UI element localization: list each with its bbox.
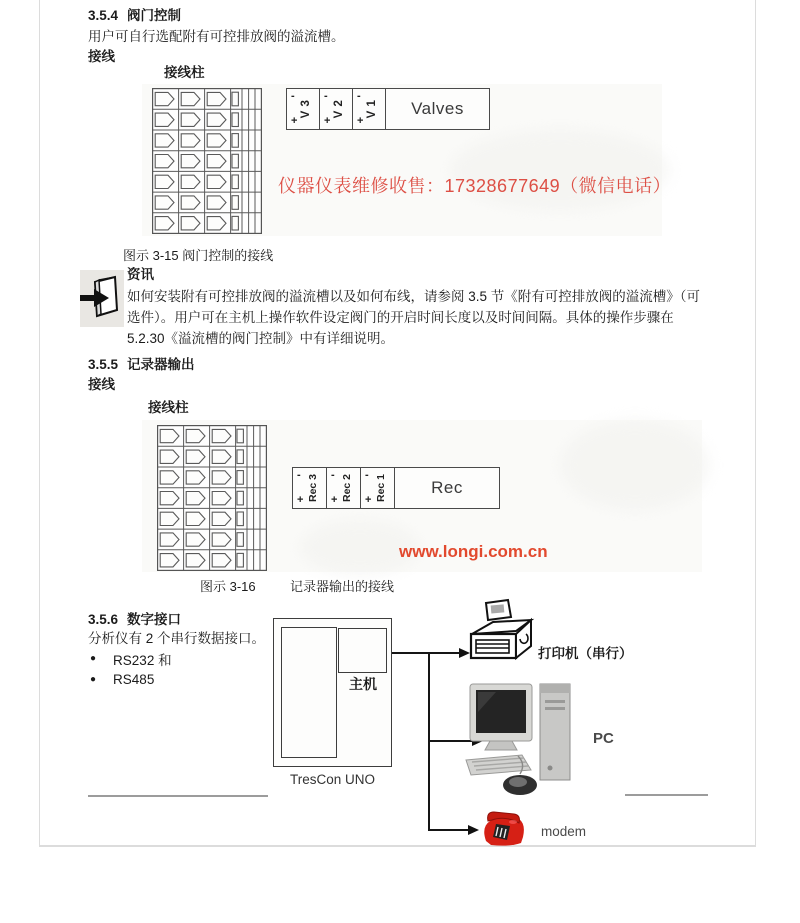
page-bottom-border	[39, 845, 756, 847]
trescon-inner-panel	[281, 627, 337, 758]
printer-icon	[460, 597, 540, 667]
arrow-to-modem	[468, 825, 479, 835]
section-356-title: 数字接口	[127, 612, 182, 627]
connector-line-printer	[392, 652, 460, 654]
info-note-body: 如何安装附有可控排放阀的溢流槽以及如何布线，请参阅 3.5 节《附有可控排放阀的溢流槽》（可选件）。用户可在主机上操作软件设定阀门的开启时间长度以及时间间隔。具体的操作步骤在 5.2.30《溢流槽的阀门控制》中有详细说明。	[127, 289, 701, 346]
recorder-connector-box	[292, 467, 500, 509]
bullet-rs232-label: RS232 和	[113, 653, 172, 668]
valves-group-label: Valves	[411, 99, 464, 118]
info-note-heading: 资讯	[127, 267, 154, 282]
footer-rule-right	[625, 794, 708, 796]
channel-label-v2: V 2	[333, 99, 345, 119]
minus-label: -	[297, 469, 301, 481]
terminal-heading-2: 接线柱	[148, 400, 189, 415]
minus-label: -	[324, 90, 328, 102]
pc-label: PC	[593, 730, 614, 747]
trescon-label: TresCon UNO	[289, 772, 375, 787]
valve-connector-box	[286, 88, 490, 130]
watermark-contact: 仪器仪表维修收售：17328677649（微信电话）	[278, 176, 672, 196]
channel-label-v1: V 1	[366, 99, 378, 119]
section-356-number: 3.5.6	[88, 612, 119, 627]
plus-label: +	[357, 115, 364, 127]
rec-cell-1	[361, 468, 395, 508]
figure-3-15-caption: 图示 3-15 阀门控制的接线	[123, 248, 274, 263]
plus-label: +	[324, 115, 331, 127]
plus-label: +	[331, 494, 338, 506]
figure-3-16-caption: 记录器输出的接线	[290, 579, 395, 594]
terminal-block-diagram-1	[152, 88, 262, 234]
section-354-heading	[88, 7, 181, 25]
minus-label: -	[365, 469, 369, 481]
valve-cell-v2	[320, 89, 353, 129]
host-module-box	[338, 628, 387, 673]
rec-cell-3	[293, 468, 327, 508]
section-356-body: 分析仪有 2 个串行数据接口。	[88, 631, 266, 646]
pc-icon	[464, 676, 584, 800]
wiring-heading-2: 接线	[88, 377, 115, 392]
rec-group-label: Rec	[431, 478, 463, 497]
channel-label-v3: V 3	[300, 99, 312, 119]
bullet-item-rs485	[90, 672, 154, 687]
plus-label: +	[291, 115, 298, 127]
terminal-heading-1: 接线柱	[164, 65, 205, 80]
footer-rule-left	[88, 795, 268, 797]
scan-noise	[560, 420, 710, 510]
section-354-title: 阀门控制	[127, 8, 182, 23]
minus-label: -	[357, 90, 361, 102]
host-label: 主机	[349, 676, 377, 692]
bullet-icon: ●	[90, 673, 97, 685]
minus-label: -	[291, 90, 295, 102]
section-355-heading	[88, 356, 195, 374]
scan-noise	[450, 130, 670, 210]
section-355-title: 记录器输出	[127, 357, 195, 372]
figure-3-16-number: 图示 3-16	[200, 579, 256, 594]
section-354-body: 用户可自行选配附有可控排放阀的溢流槽。	[88, 29, 345, 44]
connector-line-modem	[428, 829, 470, 831]
rec-cell-2	[327, 468, 361, 508]
bullet-icon: ●	[90, 653, 97, 664]
page-right-border	[755, 0, 756, 846]
modem-label: modem	[541, 824, 587, 839]
valve-cell-v1	[353, 89, 386, 129]
channel-label-rec1: Rec 1	[375, 473, 387, 503]
valve-cell-v3	[287, 89, 320, 129]
section-354-number: 3.5.4	[88, 8, 119, 23]
watermark-site: www.longi.com.cn	[399, 542, 548, 561]
channel-label-rec2: Rec 2	[341, 473, 353, 503]
page-left-border	[39, 0, 40, 846]
plus-label: +	[365, 494, 372, 506]
plus-label: +	[297, 494, 304, 506]
terminal-block-diagram-2	[157, 425, 267, 571]
channel-label-rec3: Rec 3	[307, 473, 319, 503]
modem-phone-icon	[479, 806, 527, 846]
minus-label: -	[331, 469, 335, 481]
bullet-item-rs232	[90, 649, 172, 669]
section-356-heading	[88, 611, 181, 629]
book-arrow-icon	[80, 270, 124, 327]
printer-label: 打印机（串行）	[538, 646, 633, 661]
bullet-rs485-label: RS485	[113, 672, 155, 687]
wiring-heading-1: 接线	[88, 49, 115, 64]
section-355-number: 3.5.5	[88, 357, 119, 372]
